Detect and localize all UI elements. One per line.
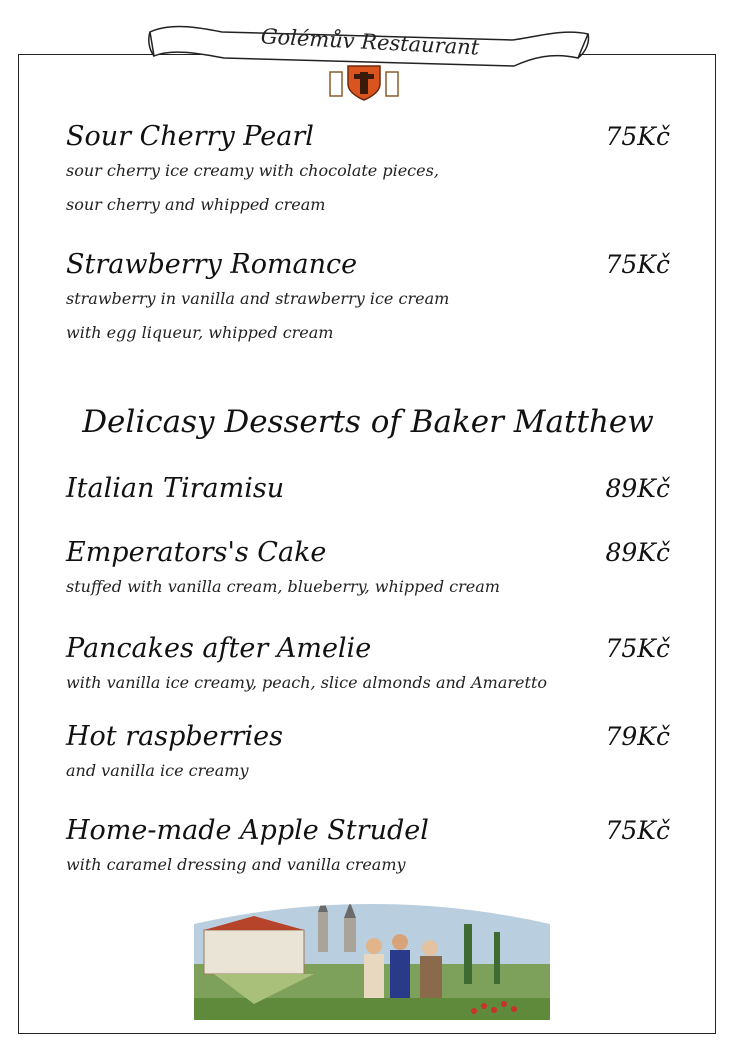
crest-logo-icon (326, 62, 402, 102)
item-price: 75Kč (605, 122, 670, 151)
menu-item (66, 632, 670, 700)
item-description: with vanilla ice creamy, peach, slice almonds and Amaretto (66, 673, 547, 692)
item-price: 89Kč (605, 474, 670, 503)
item-price: 75Kč (605, 816, 670, 845)
section-title: Delicasy Desserts of Baker Matthew (82, 404, 654, 440)
item-name: Hot raspberries (66, 721, 283, 752)
item-price: 89Kč (605, 538, 670, 567)
item-description: with egg liqueur, whipped cream (66, 323, 334, 342)
item-description: stuffed with vanilla cream, blueberry, whipped cream (66, 577, 500, 596)
item-name: Emperators's Cake (66, 537, 327, 568)
item-price: 75Kč (605, 634, 670, 663)
menu-item (66, 720, 670, 788)
item-description: with caramel dressing and vanilla creamy (66, 855, 406, 874)
item-name: Pancakes after Amelie (66, 633, 372, 664)
restaurant-name: Golémův Restaurant (260, 24, 480, 60)
menu-item (66, 814, 670, 882)
item-name: Italian Tiramisu (66, 473, 285, 504)
item-description: sour cherry ice creamy with chocolate pieces, (66, 161, 439, 180)
item-price: 75Kč (605, 250, 670, 279)
menu-item (66, 120, 670, 222)
menu-item (66, 536, 670, 604)
item-price: 79Kč (605, 722, 670, 751)
item-description: and vanilla ice creamy (66, 761, 249, 780)
item-name: Home-made Apple Strudel (66, 815, 429, 846)
item-description: sour cherry and whipped cream (66, 195, 326, 214)
item-name: Sour Cherry Pearl (66, 121, 314, 152)
menu-item (66, 248, 670, 350)
castle-garden-painting (194, 894, 550, 1020)
item-description: strawberry in vanilla and strawberry ice cream (66, 289, 450, 308)
menu-item (66, 472, 670, 506)
item-name: Strawberry Romance (66, 249, 358, 280)
